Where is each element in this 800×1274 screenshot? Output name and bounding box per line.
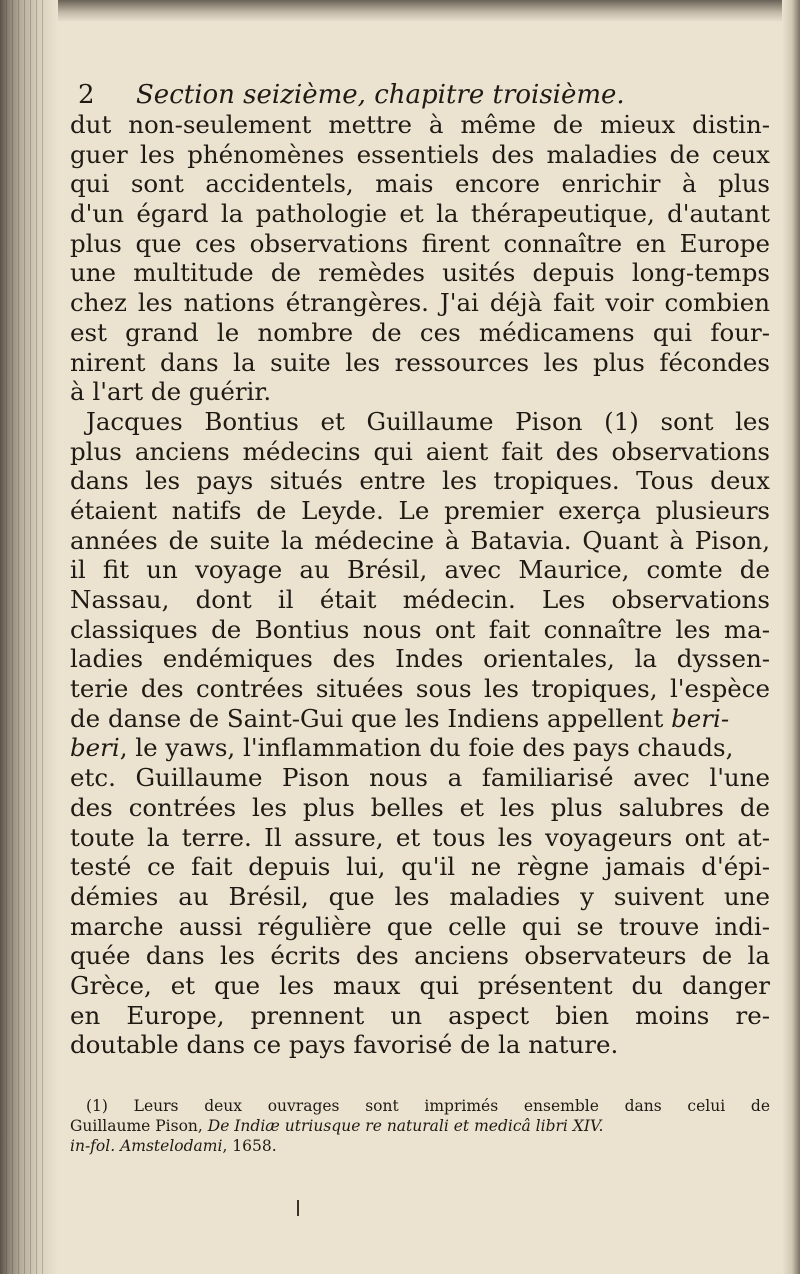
footnote — [70, 1096, 770, 1156]
text-line: plus anciens médecins qui aient fait des observations — [70, 436, 770, 466]
text-line: dans les pays situés entre les tropiques. Tous deux — [70, 466, 770, 496]
running-header — [70, 80, 770, 110]
stray-ink-mark — [297, 1200, 299, 1216]
footnote-line — [70, 1116, 770, 1136]
text-line: une multitude de remèdes usités depuis long-temps — [70, 258, 770, 288]
text-line: qui sont accidentels, mais encore enrichir à plus — [70, 169, 770, 199]
text-line: années de suite la médecine à Batavia. Quant à Pison, — [70, 525, 770, 555]
footnote-format: in-fol. — [70, 1137, 116, 1155]
text-line: en Europe, prennent un aspect bien moins re- — [70, 1000, 770, 1030]
text-line: démies au Brésil, que les maladies y suivent une — [70, 881, 770, 911]
book-spine-lines — [6, 0, 46, 1274]
page-top-shadow — [0, 0, 800, 22]
text-line: guer les phénomènes essentiels des maladies de ceux — [70, 139, 770, 169]
text-line: d'un égard la pathologie et la thérapeutique, d'autant — [70, 199, 770, 229]
text-segment: , le yaws, l'inflammation du foie des pays chauds, — [119, 733, 734, 763]
text-line — [70, 704, 770, 734]
body-text — [70, 110, 770, 1060]
text-line: marche aussi régulière que celle qui se trouve indi- — [70, 911, 770, 941]
text-line: chez les nations étrangères. J'ai déjà fait voir combien — [70, 288, 770, 318]
footnote-book-title: De Indiæ utriusque re naturali et medicâ libri XIV. — [207, 1117, 604, 1135]
text-line: étaient natifs de Leyde. Le premier exerça plusieurs — [70, 495, 770, 525]
text-line: dut non-seulement mettre à même de mieux distin- — [70, 110, 770, 139]
footnote-line: (1) Leurs deux ouvrages sont imprimés ensemble dans celui de — [86, 1097, 770, 1115]
footnote-author: Guillaume Pison, — [70, 1117, 203, 1135]
text-line: Grèce, et que les maux qui présentent du danger — [70, 970, 770, 1000]
italic-term: beri — [70, 733, 120, 763]
text-line: classiques de Bontius nous ont fait connaître les ma- — [70, 614, 770, 644]
text-line: des contrées les plus belles et les plus salubres de — [70, 792, 770, 822]
footnote-line — [70, 1136, 770, 1156]
text-line: Nassau, dont il était médecin. Les observations — [70, 585, 770, 614]
text-line: à l'art de guérir. — [70, 377, 272, 407]
text-line: plus que ces observations firent connaître en Europe — [70, 228, 770, 258]
text-segment: de danse de Saint-Gui que les Indiens appellent — [70, 703, 664, 733]
running-title: Section seizième, chapitre troisième. — [136, 80, 625, 110]
text-line: toute la terre. Il assure, et tous les voyageurs ont at- — [70, 822, 770, 852]
page-right-shadow — [782, 0, 800, 1274]
text-line: est grand le nombre de ces médicamens qui four- — [70, 317, 770, 347]
text-line: nirent dans la suite les ressources les plus fécondes — [70, 347, 770, 377]
footnote-year: , 1658. — [222, 1137, 277, 1155]
italic-term: beri- — [671, 703, 730, 733]
page-number: 2 — [78, 80, 95, 110]
text-line: il fit un voyage au Brésil, avec Maurice, comte de — [70, 555, 770, 585]
text-line: etc. Guillaume Pison nous a familiarisé avec l'une — [70, 763, 770, 793]
text-line: ladies endémiques des Indes orientales, la dyssen- — [70, 644, 770, 674]
footnote-place: Amstelodami — [120, 1137, 223, 1155]
text-line: terie des contrées situées sous les tropiques, l'espèce — [70, 674, 770, 704]
text-line — [70, 733, 770, 763]
text-line: quée dans les écrits des anciens observateurs de la — [70, 941, 770, 971]
text-line: testé ce fait depuis lui, qu'il ne règne jamais d'épi- — [70, 852, 770, 882]
text-line: doutable dans ce pays favorisé de la nature. — [70, 1030, 619, 1060]
text-line: Jacques Bontius et Guillaume Pison (1) sont les — [86, 406, 770, 436]
book-page — [70, 80, 770, 1156]
